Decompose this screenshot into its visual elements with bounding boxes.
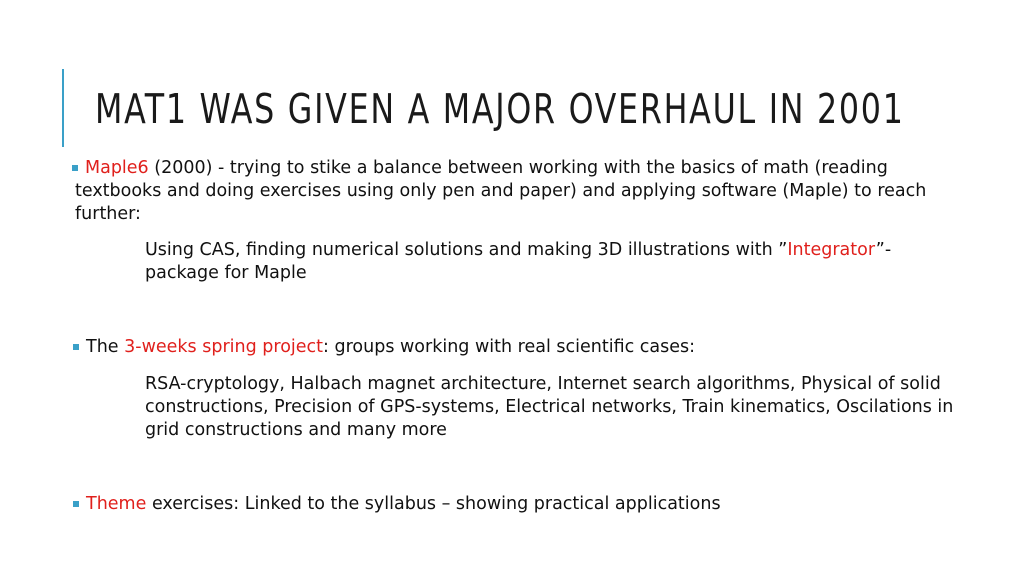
subtext-after: ”-package for Maple — [145, 240, 892, 283]
bullet-highlight: 3-weeks spring project — [124, 337, 324, 357]
bullet-highlight: Theme — [86, 494, 147, 514]
bullet-theme — [86, 493, 966, 516]
bullet-text: (2000) - trying to stike a balance between working with the basics of math (reading textbooks and doing exercises using only pen and paper) and applying software (Maple) to reach further: — [75, 158, 927, 224]
bullet-square-icon — [72, 165, 78, 171]
bullet-highlight: Maple6 — [85, 158, 149, 178]
bullet-square-icon — [73, 344, 79, 350]
title-accent-bar — [62, 69, 64, 147]
bullet-spring-project — [86, 336, 966, 359]
subtext-highlight: Integrator — [787, 240, 876, 260]
bullet-text: : groups working with real scientific cases: — [323, 337, 696, 357]
bullet-prefix: The — [86, 337, 125, 357]
bullet-spring-project-subtext: RSA-cryptology, Halbach magnet architecture, Internet search algorithms, Physical of solid constructions, Precision of GPS-systems, Electrical networks, Train kinematics, Oscilations in grid constructions and many more — [145, 374, 954, 440]
bullet-maple6-subtext — [145, 239, 945, 285]
subtext-before: Using CAS, finding numerical solutions and making 3D illustrations with ” — [145, 240, 788, 260]
bullet-maple6 — [75, 157, 965, 226]
bullet-square-icon — [73, 501, 79, 507]
bullet-text: exercises: Linked to the syllabus – showing practical applications — [146, 494, 721, 514]
slide-title: MAT1 WAS GIVEN A MAJOR OVERHAUL IN 2001 — [95, 85, 905, 133]
